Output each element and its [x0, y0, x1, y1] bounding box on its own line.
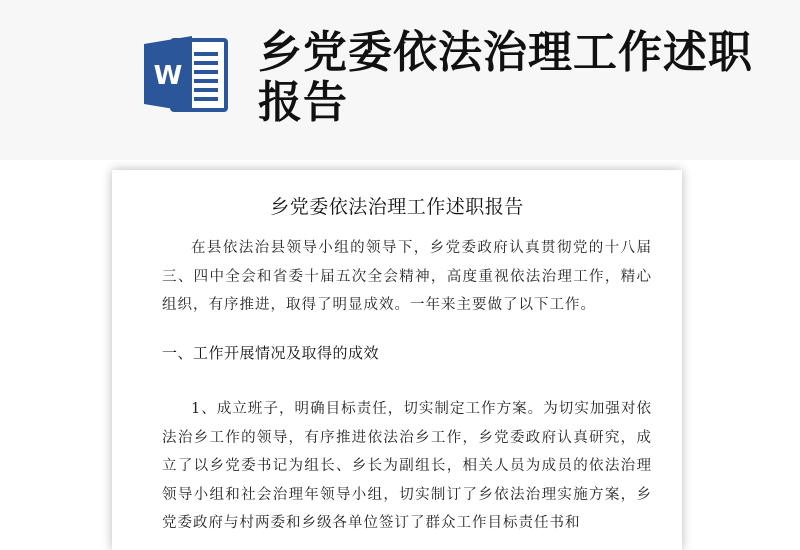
banner-title: 乡党委依法治理工作述职报告 — [258, 27, 753, 128]
paragraph-body: 1、成立班子，明确目标责任，切实制定工作方案。为切实加强对依法治乡工作的领导，有序推进依法治乡工作，乡党委政府认真研究，成立了以乡党委书记为组长、乡长为副组长，相关人员为成员的依法治理领导小组和社会治理年领导小组，切实制订了乡依法治理实施方案，乡党委政府与村两委和乡级各单位签订了群众工作目标责任书和 — [162, 401, 652, 531]
word-icon-letter: W — [153, 61, 183, 91]
paragraph-intro: 在县依法治县领导小组的领导下，乡党委政府认真贯彻党的十八届三、四中全会和省委十届五次全会精神，高度重视依法治理工作，精心组织，有序推进，取得了明显成效。一年来主要做了以下工作。 — [162, 240, 652, 313]
word-document-icon — [142, 34, 232, 114]
document-page — [112, 170, 682, 550]
banner — [0, 0, 800, 160]
section-heading: 一、工作开展情况及取得的成效 — [162, 344, 380, 362]
document-title: 乡党委依法治理工作述职报告 — [270, 196, 524, 218]
